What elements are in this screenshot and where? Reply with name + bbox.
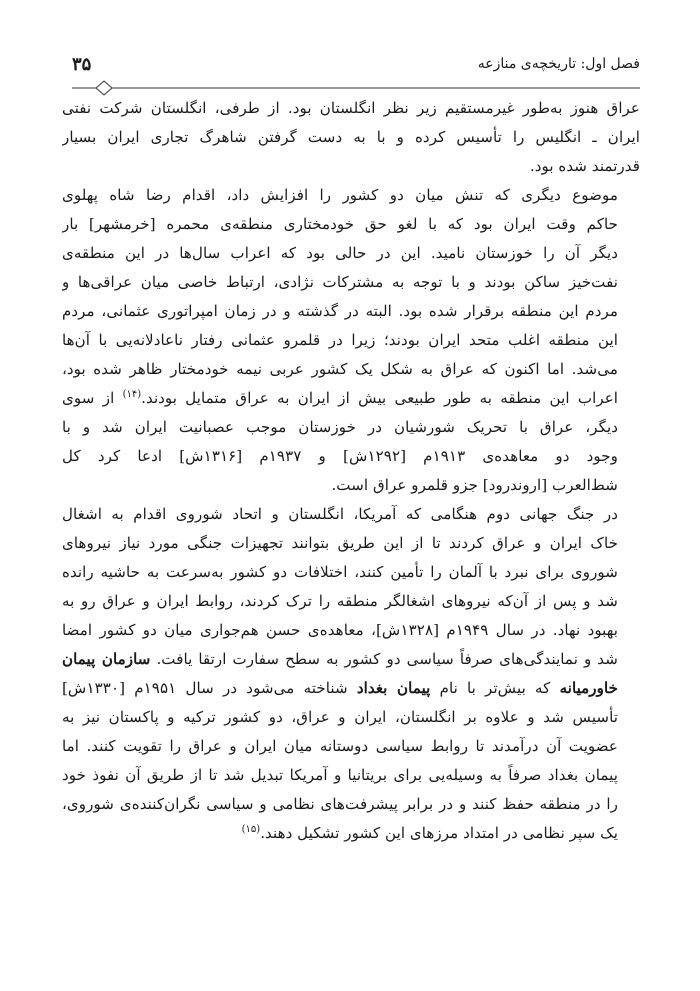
bold-term-middle-east: خاورمیانه xyxy=(559,679,618,697)
chapter-title: فصل اول: تاریخچه‌ی منازعه xyxy=(477,56,640,72)
text-line-with-bold xyxy=(62,645,640,674)
footnote-ref-14[interactable]: (۱۴) xyxy=(122,388,142,400)
text-line: حاکم وقت ایران بود که با لغو حق خودمختاری منطقه‌ی محمره [خرمشهر] بار xyxy=(62,215,618,233)
paragraph-1 xyxy=(62,94,640,181)
text-line: مردم این منطقه برقرار شده بود. البته در گذشته و در زمان امپراتوری عثمانی، مردم xyxy=(62,302,618,320)
text-line: قدرتمند شده بود. xyxy=(529,157,640,175)
text-line: دیگر، عراق با تحریک شورشیان در خوزستان موجب عصبانیت ایران شد و با xyxy=(62,418,618,436)
text-line: شط‌العرب [اروندرود] جزو قلمرو عراق است. xyxy=(331,476,618,494)
text-line: در جنگ جهانی دوم هنگامی که آمریکا، انگلستان و اتحاد شوروی اقدام به اشغال xyxy=(62,505,618,523)
text-line: عضویت آن درآمدند تا روابط سیاسی دوستانه میان ایران و عراق را تقویت کنند. اما xyxy=(62,737,618,755)
text-segment: که بیش‌تر با نام xyxy=(430,679,560,697)
text-line: پیمان بغداد صرفاً به وسیله‌یی برای بریتانیا و آمریکا تبدیل شد تا از طریق آن نفوذ خود xyxy=(62,766,618,784)
text-line: دیگر آن را خوزستان نامید. این در حالی بود که اعراب سال‌ها در این منطقه‌ی xyxy=(62,244,618,262)
text-line: را در منطقه حفظ کنند و در برابر پیشرفت‌های نظامی و سیاسی نگران‌کننده‌ی شوروی، xyxy=(62,795,618,813)
text-line-with-footnote xyxy=(62,819,640,848)
text-line-with-bold xyxy=(62,674,640,703)
text-segment: از سوی xyxy=(62,389,123,407)
text-line: موضوع دیگری که تنش میان دو کشور را افزایش داد، اقدام رضا شاه پهلوی xyxy=(62,186,618,204)
body-text xyxy=(62,94,640,848)
text-segment: اعراب این منطقه به طور طبیعی بیش از ایران به عراق متمایل بودند. xyxy=(141,389,618,407)
paragraph-2 xyxy=(62,181,640,500)
text-line: عراق هنوز به‌طور غیرمستقیم زیر نظر انگلستان بود. از طرفی، انگلستان شرکت نفتی xyxy=(62,99,640,117)
text-line-with-footnote xyxy=(62,384,640,413)
text-line: شوروی برای نبرد با آلمان را تأمین کنند، اختلافات دو کشور به‌سرعت به حاشیه رانده xyxy=(62,563,618,581)
text-line: نفت‌خیز ساکن بودند و با توجه به مشترکات نژادی، ارتباط خاصی میان عراقی‌ها و xyxy=(62,273,618,291)
bold-term-baghdad-pact: پیمان بغداد xyxy=(356,679,431,697)
text-line: تأسیس شد و علاوه بر انگلستان، ایران و عراق، دو کشور ترکیه و پاکستان نیز به xyxy=(62,708,618,726)
text-segment: شد و نمایندگی‌های صرفاً سیاسی دو کشور به سطح سفارت ارتقا یافت. xyxy=(150,650,618,668)
text-line: وجود دو معاهده‌ی ۱۹۱۳م [۱۲۹۲ش] و ۱۹۳۷م [۱۳۱۶ش] ادعا کرد کل xyxy=(62,447,618,465)
text-segment: شناخته می‌شود در سال ۱۹۵۱م [۱۳۳۰ش] xyxy=(62,679,357,697)
text-line: خاک ایران و عراق کردند تا از این طریق بتوانند تجهیزات جنگی مورد نیاز نیروهای xyxy=(62,534,618,552)
page-number: ۳۵ xyxy=(72,54,92,75)
text-line: ایران ـ انگلیس را تأسیس کرده و با به دست گرفتن شاهرگ تجاری ایران بسیار xyxy=(62,128,640,146)
footnote-ref-15[interactable]: (۱۵) xyxy=(241,823,261,835)
text-line: این منطقه اغلب متحد ایران بودند؛ زیرا در قلمرو عثمانی رفتار ناعادلانه‌یی با آن‌ها xyxy=(62,331,618,349)
text-line: بهبود نهاد. در سال ۱۹۴۹م [۱۳۲۸ش]، معاهده‌ی حسن هم‌جواری میان دو کشور امضا xyxy=(62,621,618,639)
text-segment: یک سپر نظامی در امتداد مرزهای این کشور تشکیل دهند. xyxy=(260,824,618,842)
paragraph-3 xyxy=(62,500,640,848)
text-line: شد و پس از آن‌که نیروهای اشغالگر منطقه را ترک کردند، روابط ایران و عراق رو به xyxy=(62,592,618,610)
bold-term-middle-east-treaty: سازمان پیمان xyxy=(62,650,151,668)
text-line: می‌شد. اما اکنون که عراق به شکل یک کشور عربی نیمه خودمختار ظاهر شده بود، xyxy=(62,360,618,378)
running-header xyxy=(72,44,640,84)
